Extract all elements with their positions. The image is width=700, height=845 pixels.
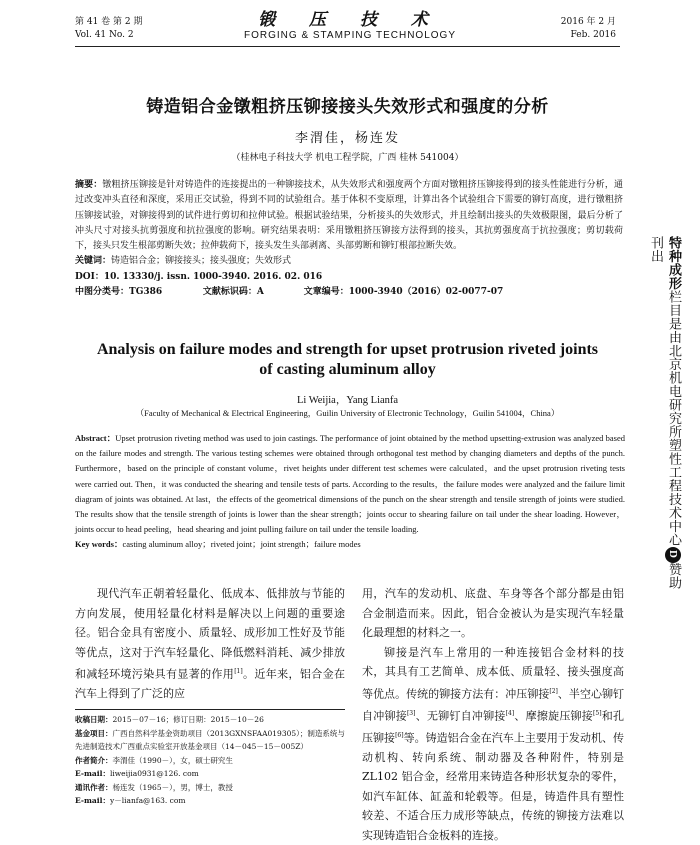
affiliation-cn: （桂林电子科技大学 机电工程学院，广西 桂林 541004）: [75, 150, 620, 163]
citation-ref: [1]: [234, 668, 243, 675]
article-number: 1000-3940（2016）02-0077-07: [349, 285, 503, 300]
banner-bold: 特种成形: [666, 236, 681, 290]
body-column-left: [75, 584, 345, 704]
paper-title-en: Analysis on failure modes and strength for upset protrusion riveted joints of casting aluminum alloy: [95, 340, 600, 380]
affiliation-en: （Faculty of Mechanical & Electrical Engineering，Guilin University of Electronic Technology，Guilin 541004，China）: [75, 407, 620, 419]
article-number-label: 文章编号：: [304, 285, 349, 300]
paragraph-text: 和孔压铆接: [362, 709, 624, 744]
citation-ref: [2]: [549, 688, 558, 695]
footnote-label: 基金项目：: [75, 729, 113, 738]
doi-text: 10. 13330/j. issn. 1000-3940. 2016. 02. 016: [104, 272, 322, 282]
footnote-label: E-mail：: [75, 769, 110, 778]
citation-ref: [5]: [593, 710, 602, 717]
paper-title-cn: 铸造铝合金镦粗挤压铆接接头失效形式和强度的分析: [75, 92, 620, 117]
keywords-en-text: casting aluminum alloy；riveted joint；joint strength；failure modes: [122, 539, 360, 549]
footnote-fund: [75, 727, 347, 754]
authors-en: Li Weijia，Yang Lianfa: [75, 392, 620, 407]
citation-ref: [4]: [506, 710, 515, 717]
keywords-en: [75, 537, 625, 552]
journal-title-cn: 锻 压 技 术: [200, 10, 500, 30]
footnote-text: 广西自然科学基金资助项目（2013GXNSFAA019305）；制造系统与先进制造技术广西重点实验室开放基金项目（14－045－15－005Z）: [75, 729, 345, 752]
footnote-text: y－lianfa@163. com: [110, 796, 186, 805]
footnote-label: 收稿日期：: [75, 715, 113, 724]
footnote-label: 通讯作者：: [75, 783, 113, 792]
abstract-en-label: Abstract：: [75, 433, 115, 443]
paragraph-text: 等。铸造铝合金在汽车上主要用于发动机、传动机构、转向系统、制动器及各种附件，特别是 ZL102 铝合金，经常用来铸造各种形状复杂的零件，如汽车缸体、缸盖和轮毂等。但是，铸造件具有塑性较差、不适合压力成形等缺点，传统的铆接方法难以实现铸造铝合金板料的连接。: [362, 731, 624, 842]
doc-code-label: 文献标识码：: [203, 285, 257, 300]
keywords-cn-label: 关键词：: [75, 256, 111, 266]
abstract-cn: [75, 178, 623, 254]
body-column-right: [362, 584, 624, 845]
issue-en: Vol. 41 No. 2: [75, 29, 142, 42]
footnote-text: 李渭佳（1990－），女，硕士研究生: [113, 756, 233, 765]
clc-code: TG386: [129, 285, 162, 300]
header-issue: [75, 16, 142, 42]
abstract-en: [75, 431, 625, 537]
doi-label: DOI：: [75, 272, 104, 282]
keywords-cn: [75, 254, 623, 269]
abstract-en-text: Upset protrusion riveting method was used to join castings. The performance of joint obtained by the method upsetting-extrusion was analyzed based on the failure modes and strength. The various testing schemes were obtained through orthogonal test method by changing diameters and depths of the punch. Furthermore，based on the principle of constant volume，rivet heights under different test schemes were calculated，and the upset protrusion riveting tests were carried out. Then，it was conducted the shearing and tensile tests of parts. According to the results，the failure modes were analyzed and the failure limit diagram of joints was obtained. At last，the effects of the geometrical dimensions of the punch on the shear strength and tensile strength of joints were studied. The results show that the tensile strength of joints is lower than the shear strength；joints occur to shearing failure on tail under the shear loading. However，joints occur to head peeling，head shearing and joint pulling failure on tail under the tensile loading.: [75, 433, 625, 534]
paragraph-text: 铆接是汽车上常用的一种连接铝合金材料的技术，其具有工艺简单、成本低、质量轻、接头强度高等优点。传统的铆接方法有：冲压铆接: [362, 646, 624, 701]
date-en: Feb. 2016: [561, 29, 616, 42]
header-date: [561, 16, 616, 42]
paragraph-text: 、无铆钉自冲铆接: [415, 709, 505, 722]
header-divider: [75, 46, 620, 47]
paragraph-text: 、半空心铆钉自冲铆接: [362, 687, 624, 722]
footnote-text: 2015－07－16；修订日期：2015－10－26: [113, 715, 264, 724]
abstract-cn-label: 摘要：: [75, 180, 102, 190]
citation-ref: [3]: [407, 710, 416, 717]
side-sponsor-banner: [650, 236, 682, 596]
doi: [75, 270, 623, 285]
footnote-text: liweijia0931@126. com: [110, 769, 199, 778]
footnote-text: 杨连发（1965－），男，博士，教授: [113, 783, 233, 792]
date-cn: 2016 年 2 月: [561, 16, 616, 29]
issue-cn: 第 41 卷 第 2 期: [75, 16, 142, 29]
footnote-label: E-mail：: [75, 796, 110, 805]
footnote-corresponding: [75, 781, 347, 795]
footnote-divider: [75, 709, 345, 710]
abstract-block-en: [75, 431, 625, 553]
paragraph: [362, 643, 624, 845]
footnote-author: [75, 754, 347, 768]
footnotes: [75, 713, 347, 808]
keywords-cn-text: 铸造铝合金；铆接接头；接头强度；失效形式: [111, 256, 291, 266]
footnote-email: [75, 794, 347, 808]
journal-title-en: FORGING & STAMPING TECHNOLOGY: [200, 30, 500, 42]
authors-cn: 李渭佳，杨连发: [75, 127, 620, 146]
paragraph-text: 。近年来，铝合金在汽车上得到了广泛的应: [75, 668, 345, 701]
banner-tail: 赞助刊出: [648, 236, 681, 590]
footnote-received: [75, 713, 347, 727]
classification-row: [75, 285, 623, 300]
paragraph-text: 、摩擦旋压铆接: [514, 709, 593, 722]
footnote-email: [75, 767, 347, 781]
keywords-en-label: Key words：: [75, 539, 122, 549]
journal-masthead: [200, 10, 500, 42]
footnote-label: 作者简介：: [75, 756, 113, 765]
paragraph-text: 现代汽车正朝着轻量化、低成本、低排放与节能的方向发展，使用轻量化材料是解决以上问题的重要途径。铝合金具有密度小、质量轻、成形加工性好及节能等优点，这对于汽车轻量化、降低燃料消耗、减少排放和减轻环境污染具有显著的作用: [75, 587, 345, 681]
banner-text: 栏目是由北京机电研究所塑性工程技术中心: [666, 290, 681, 547]
citation-ref: [6]: [395, 732, 404, 739]
clc-label: 中图分类号：: [75, 285, 129, 300]
doc-code: A: [257, 285, 264, 300]
paragraph: [75, 584, 345, 704]
paragraph: 用，汽车的发动机、底盘、车身等各个部分都是由铝合金制造而来。因此，铝合金被认为是实现汽车轻量化最理想的材料之一。: [362, 584, 624, 643]
sponsor-logo-icon: D: [665, 547, 681, 563]
abstract-cn-text: 镦粗挤压铆接是针对铸造件的连接提出的一种铆接技术，从失效形式和强度两个方面对镦粗挤压铆接得到的接头性能进行分析，通过改变冲头直径和深度，采用正交试验，得到不同的试验组合。基于体积不变原理，计算出各个试验组合下需要的铆钉高度，进行镦粗挤压铆接试验，对铆接得到的试件进行剪切和拉伸试验。根据试验结果，分析接头的失效形式，并且绘制出接头的失效极限图，最后分析了冲头尺寸对接头抗剪强度和抗拉强度的影响。研究结果表明：采用镦粗挤压铆接方法得到的接头，其抗剪强度高于抗拉强度；剪切载荷下，接头只发生根部剪断失效；拉伸载荷下，接头发生头部剥离、头部剪断和铆钉根部拉断失效。: [75, 180, 623, 251]
abstract-block-cn: [75, 178, 623, 300]
